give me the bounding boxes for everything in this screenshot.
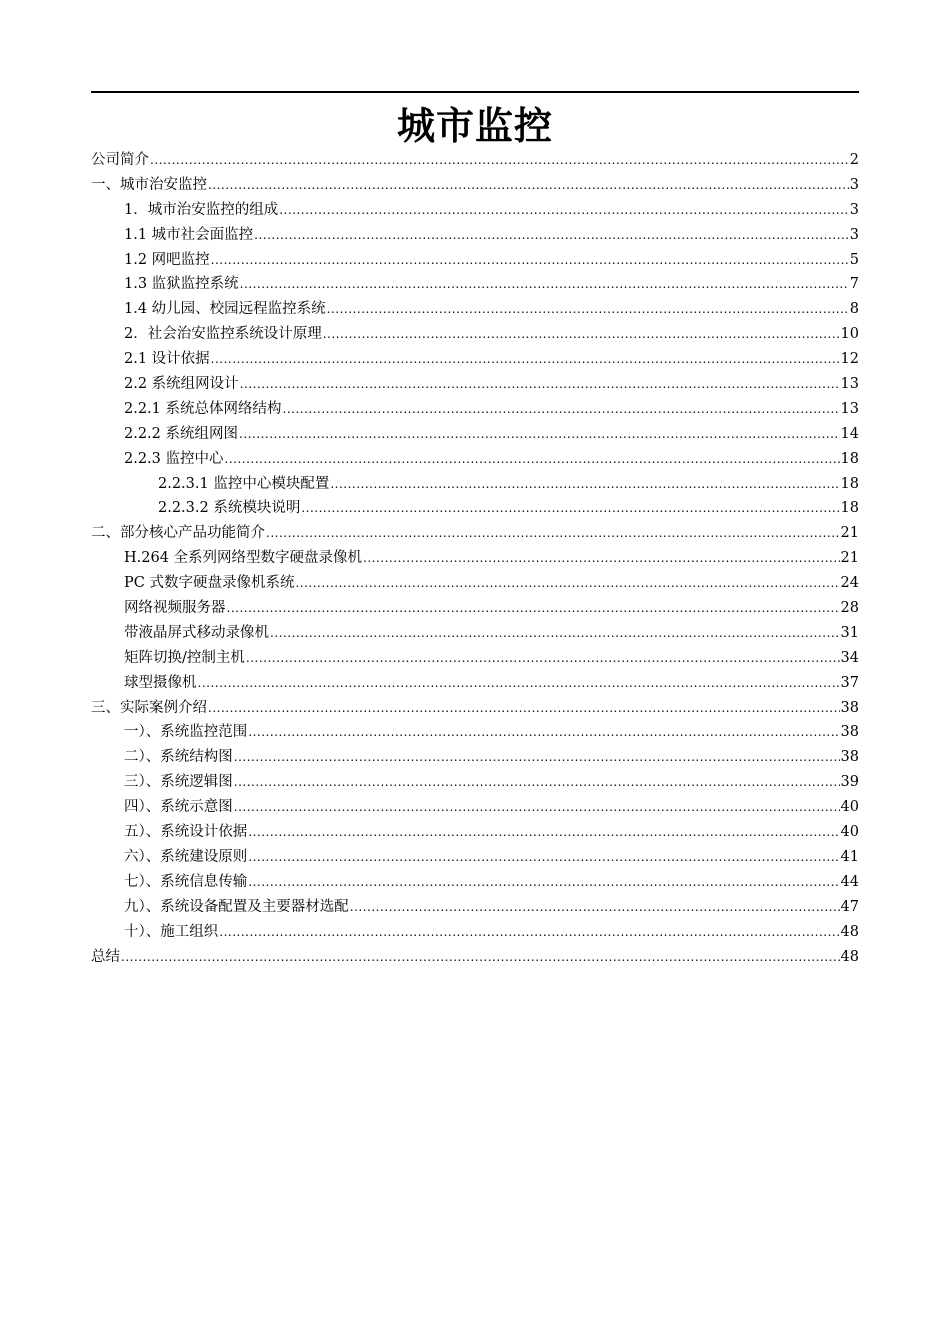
toc-entry[interactable] (91, 447, 859, 472)
toc-entry[interactable] (91, 422, 859, 447)
toc-entry[interactable] (91, 272, 859, 297)
toc-entry-title: 2.2.3.2 系统模块说明 (158, 500, 301, 517)
toc-dot-leader (227, 596, 840, 621)
toc-page-number: 38 (840, 724, 859, 741)
toc-entry[interactable] (91, 920, 859, 945)
toc-dot-leader (208, 173, 849, 198)
toc-entry[interactable] (91, 397, 859, 422)
toc-page-number: 18 (840, 500, 859, 517)
toc-page-number: 12 (840, 351, 859, 368)
toc-dot-leader (150, 148, 849, 173)
toc-page-number: 8 (849, 301, 859, 318)
toc-entry[interactable] (91, 870, 859, 895)
toc-dot-leader (363, 546, 840, 571)
toc-dot-leader (234, 770, 840, 795)
toc-page-number: 40 (840, 799, 859, 816)
toc-entry[interactable] (91, 248, 859, 273)
toc-entry-title: 2.1 设计依据 (124, 351, 210, 368)
toc-page-number: 48 (840, 948, 859, 965)
toc-dot-leader (248, 845, 839, 870)
toc-page-number: 31 (840, 624, 859, 641)
toc-page-number: 5 (849, 251, 859, 268)
toc-entry[interactable] (91, 198, 859, 223)
toc-dot-leader (248, 820, 839, 845)
toc-dot-leader (301, 496, 839, 521)
toc-page-number: 3 (849, 226, 859, 243)
toc-dot-leader (295, 571, 839, 596)
toc-entry[interactable] (91, 322, 859, 347)
toc-entry-title: 七）、系统信息传输 (124, 873, 248, 890)
document-title: 城市监控 (396, 104, 553, 148)
toc-entry-title: 2.2.3.1 监控中心模块配置 (158, 475, 330, 492)
toc-entry[interactable] (91, 696, 859, 721)
toc-page-number: 7 (849, 276, 859, 293)
toc-entry[interactable] (91, 372, 859, 397)
toc-entry-title: 十）、施工组织 (124, 923, 219, 940)
toc-dot-leader (208, 696, 840, 721)
toc-page-number: 38 (840, 699, 859, 716)
toc-entry-title: 2.2 系统组网设计 (124, 376, 239, 393)
toc-entry-title: 2．社会治安监控系统设计原理 (124, 326, 322, 343)
toc-page-number: 47 (840, 898, 859, 915)
toc-entry[interactable] (91, 571, 859, 596)
toc-entry-title: 一、城市治安监控 (91, 176, 207, 193)
toc-entry-title: 球型摄像机 (124, 674, 197, 691)
toc-page-number: 18 (840, 450, 859, 467)
toc-dot-leader (240, 272, 849, 297)
toc-page-number: 37 (840, 674, 859, 691)
toc-entry-title: 网络视频服务器 (124, 600, 226, 617)
toc-entry[interactable] (91, 745, 859, 770)
toc-entry[interactable] (91, 347, 859, 372)
toc-entry-title: 二）、系统结构图 (124, 749, 233, 766)
toc-entry[interactable] (91, 845, 859, 870)
toc-entry[interactable] (91, 223, 859, 248)
toc-entry[interactable] (91, 148, 859, 173)
toc-entry-title: 带液晶屏式移动录像机 (124, 624, 269, 641)
table-of-contents (91, 148, 859, 969)
toc-page-number: 48 (840, 923, 859, 940)
toc-entry[interactable] (91, 770, 859, 795)
toc-entry-title: 2.2.1 系统总体网络结构 (124, 400, 282, 417)
toc-entry-title: H.264 全系列网络型数字硬盘录像机 (124, 550, 363, 567)
toc-dot-leader (121, 945, 840, 970)
toc-entry[interactable] (91, 895, 859, 920)
toc-page-number: 13 (840, 400, 859, 417)
toc-entry-title: 2.2.3 监控中心 (124, 450, 224, 467)
toc-entry-title: PC 式数字硬盘录像机系统 (124, 575, 295, 592)
toc-entry[interactable] (91, 621, 859, 646)
toc-entry-title: 矩阵切换/控制主机 (124, 649, 245, 666)
toc-entry-title: 1.3 监狱监控系统 (124, 276, 239, 293)
toc-entry-title: 九）、系统设备配置及主要器材选配 (124, 898, 349, 915)
toc-dot-leader (240, 372, 840, 397)
toc-page-number: 21 (840, 525, 859, 542)
toc-entry-title: 2.2.2 系统组网图 (124, 425, 239, 442)
toc-dot-leader (248, 870, 839, 895)
toc-entry-title: 四）、系统示意图 (124, 799, 233, 816)
toc-page-number: 28 (840, 600, 859, 617)
toc-entry-title: 公司简介 (91, 152, 149, 168)
toc-page-number: 21 (840, 550, 859, 567)
toc-entry-title: 一）、系统监控范围 (124, 724, 248, 741)
toc-page-number: 41 (840, 848, 859, 865)
toc-entry[interactable] (91, 820, 859, 845)
toc-dot-leader (350, 895, 840, 920)
toc-page-number: 39 (840, 774, 859, 791)
toc-page-number: 3 (849, 201, 859, 218)
toc-entry[interactable] (91, 720, 859, 745)
toc-dot-leader (211, 347, 840, 372)
toc-dot-leader (248, 720, 839, 745)
toc-entry[interactable] (91, 297, 859, 322)
toc-entry[interactable] (91, 945, 859, 970)
toc-dot-leader (323, 322, 840, 347)
toc-dot-leader (219, 920, 839, 945)
toc-entry[interactable] (91, 472, 859, 497)
toc-dot-leader (279, 198, 849, 223)
toc-dot-leader (225, 447, 840, 472)
toc-page-number: 18 (840, 475, 859, 492)
toc-dot-leader (327, 297, 849, 322)
toc-entry-title: 三）、系统逻辑图 (124, 774, 233, 791)
toc-page-number: 3 (849, 176, 859, 193)
toc-entry[interactable] (91, 646, 859, 671)
toc-entry-title: 三、实际案例介绍 (91, 699, 207, 716)
toc-entry[interactable] (91, 795, 859, 820)
toc-entry-title: 1.1 城市社会面监控 (124, 226, 254, 243)
toc-page-number: 24 (840, 575, 859, 592)
toc-page-number: 44 (840, 873, 859, 890)
toc-dot-leader (234, 795, 840, 820)
toc-entry[interactable] (91, 173, 859, 198)
toc-entry-title: 1.4 幼儿园、校园远程监控系统 (124, 301, 326, 318)
toc-entry-title: 1.2 网吧监控 (124, 251, 210, 268)
toc-dot-leader (266, 521, 840, 546)
toc-dot-leader (239, 422, 840, 447)
toc-page-number: 14 (840, 425, 859, 442)
toc-entry-title: 1．城市治安监控的组成 (124, 201, 279, 218)
toc-dot-leader (198, 671, 840, 696)
toc-entry-title: 总结 (91, 948, 120, 965)
toc-page-number: 10 (840, 326, 859, 343)
toc-dot-leader (254, 223, 849, 248)
toc-entry[interactable] (91, 521, 859, 546)
toc-dot-leader (234, 745, 840, 770)
header-rule (91, 91, 859, 93)
toc-entry[interactable] (91, 596, 859, 621)
toc-entry-title: 五）、系统设计依据 (124, 824, 248, 841)
toc-entry[interactable] (91, 546, 859, 571)
toc-page-number: 38 (840, 749, 859, 766)
toc-page-number: 34 (840, 649, 859, 666)
toc-dot-leader (246, 646, 840, 671)
toc-entry-title: 六）、系统建设原则 (124, 848, 248, 865)
toc-page-number: 2 (849, 152, 859, 168)
toc-page-number: 40 (840, 824, 859, 841)
toc-entry[interactable] (91, 496, 859, 521)
toc-dot-leader (283, 397, 840, 422)
toc-dot-leader (270, 621, 840, 646)
toc-entry[interactable] (91, 671, 859, 696)
toc-dot-leader (211, 248, 849, 273)
toc-entry-title: 二、部分核心产品功能简介 (91, 525, 265, 542)
toc-page-number: 13 (840, 376, 859, 393)
toc-dot-leader (330, 472, 839, 497)
